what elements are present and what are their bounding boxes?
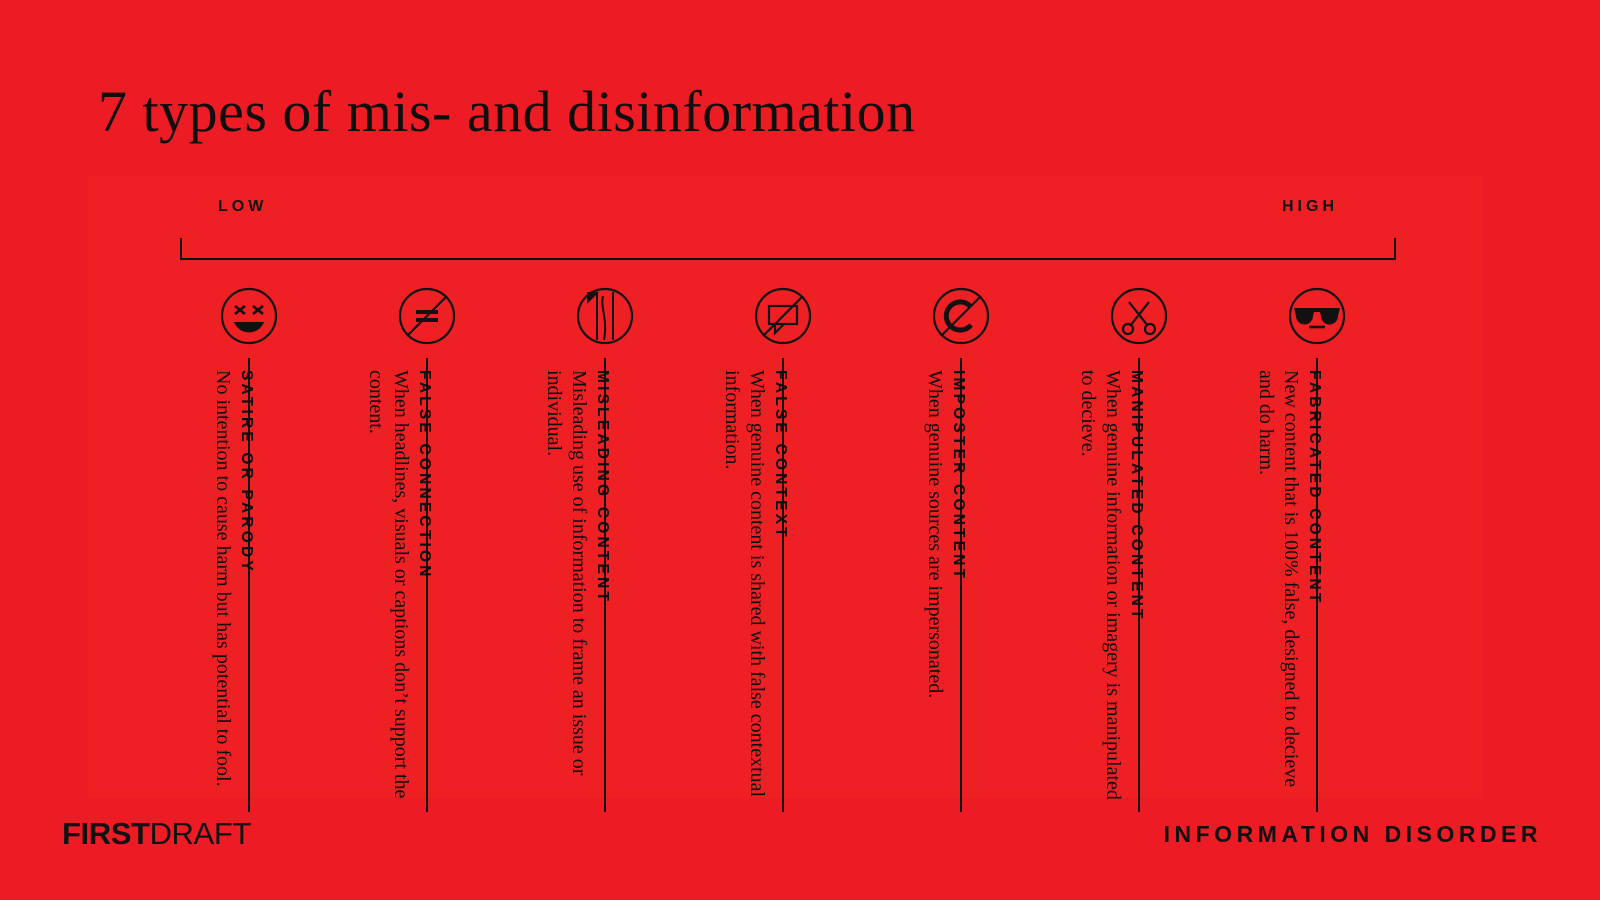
- category-name: MISLEADING CONTENT: [594, 370, 611, 605]
- scale-low-label: LOW: [218, 198, 268, 215]
- category-text: [461, 370, 611, 810]
- category-description: When headlines, visuals or captions don’t support the content.: [364, 370, 412, 799]
- category-description: When genuine information or imagery is manipulated to decieve.: [1076, 370, 1124, 800]
- category-description: When genuine content is shared with false contextual information.: [720, 370, 768, 798]
- category-description: When genuine sources are impersonated.: [923, 370, 946, 699]
- copyright-crossed-icon: [929, 284, 993, 348]
- category-name: IMPOSTER CONTENT: [950, 370, 967, 582]
- category-text: [1173, 370, 1323, 810]
- scale-axis-left-cap: [180, 238, 182, 260]
- category-description: New content that is 100% false, designed to decieve and do harm.: [1254, 370, 1302, 788]
- category-name: FABRICATED CONTENT: [1306, 370, 1323, 606]
- category-name: SATIRE OR PARODY: [238, 370, 255, 574]
- not-equals-crossed-icon: [395, 284, 459, 348]
- footer-tagline: INFORMATION DISORDER: [1163, 821, 1542, 847]
- category-description: No intention to cause harm but has potential to fool.: [211, 370, 234, 787]
- category-text: [995, 370, 1145, 810]
- scale-high-label: HIGH: [1282, 198, 1338, 215]
- category-description: Misleading use of information to frame an issue or individual.: [542, 370, 590, 776]
- category-name: FALSE CONNECTION: [416, 370, 433, 580]
- category-text: [105, 370, 255, 810]
- scale-axis-line: [180, 258, 1396, 260]
- category-name: FALSE CONTEXT: [772, 370, 789, 540]
- scale-axis-right-cap: [1394, 238, 1396, 260]
- laughing-face-icon: [217, 284, 281, 348]
- logo-bold: FIRST: [62, 816, 150, 851]
- category-text: [639, 370, 789, 810]
- category-text: [817, 370, 967, 810]
- speech-bubble-crossed-icon: [751, 284, 815, 348]
- cropped-frame-icon: [573, 284, 637, 348]
- category-text: [283, 370, 433, 810]
- page-title: 7 types of mis- and disinformation: [98, 79, 916, 144]
- category-columns: [88, 276, 1483, 836]
- sunglasses-face-icon: [1285, 284, 1349, 348]
- logo-light: DRAFT: [149, 816, 251, 851]
- scissors-icon: [1107, 284, 1171, 348]
- category-name: MANIPULATED CONTENT: [1128, 370, 1145, 622]
- first-draft-logo: [62, 816, 251, 852]
